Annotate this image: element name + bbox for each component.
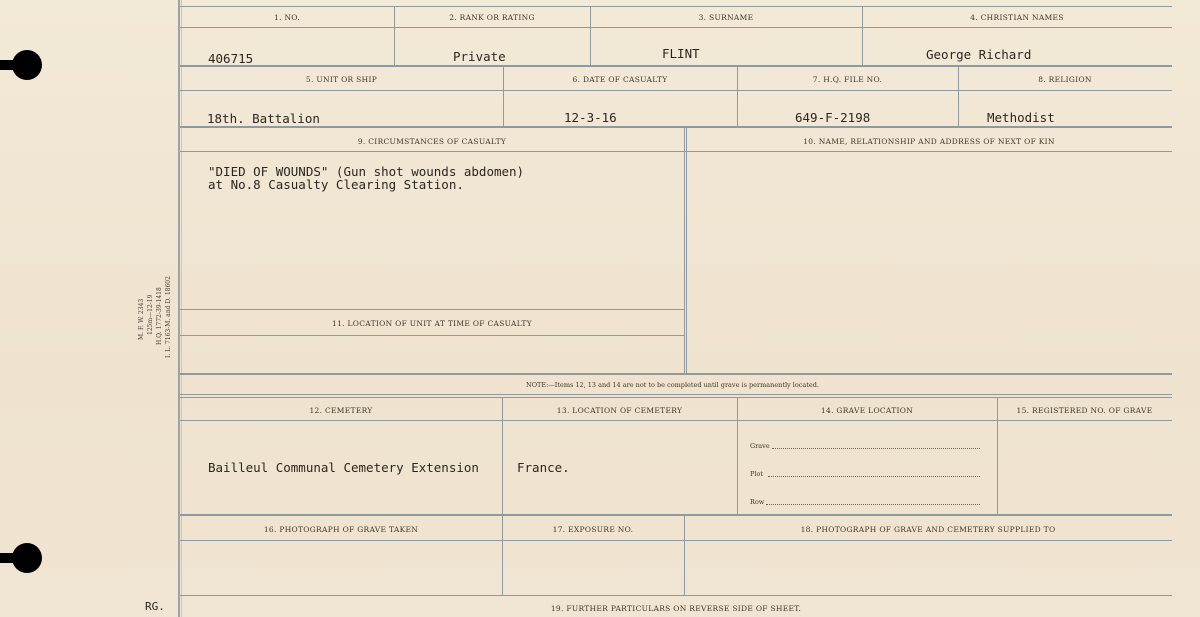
header-photo-supplied: 18. PHOTOGRAPH OF GRAVE AND CEMETERY SUPPLIED TO — [800, 525, 1056, 534]
print-code-3: H.Q. 1772-39-1418 — [156, 287, 163, 345]
plot-label: Plot — [750, 470, 763, 478]
corner-mark: RG. — [145, 600, 165, 613]
header-further-particulars: 19. FURTHER PARTICULARS ON REVERSE SIDE OF SHEET. — [550, 604, 802, 613]
header-grave-location: 14. GRAVE LOCATION — [820, 406, 914, 415]
rule — [180, 65, 1172, 67]
circumstances-line-2: at No.8 Casualty Clearing Station. — [208, 177, 464, 192]
header-christian-names: 4. CHRISTIAN NAMES — [970, 13, 1064, 22]
christian-names-value: George Richard — [926, 47, 1032, 62]
header-number: 1. NO. — [274, 13, 300, 22]
cemetery-location-value: France. — [517, 460, 570, 475]
row-dotted-line — [766, 504, 980, 505]
header-unit-location: 11. LOCATION OF UNIT AT TIME OF CASUALTY — [332, 319, 532, 328]
rule — [180, 27, 1172, 28]
divider — [686, 128, 687, 373]
note-text: NOTE:—Items 12, 13 and 14 are not to be completed until grave is permanently located. — [526, 381, 819, 389]
service-number: 406715 — [208, 51, 254, 66]
divider — [684, 128, 685, 373]
grave-label: Grave — [750, 442, 770, 450]
header-registered-no: 15. REGISTERED NO. OF GRAVE — [1016, 406, 1153, 415]
header-surname: 3. SURNAME — [698, 13, 754, 22]
header-date: 6. DATE OF CASUALTY — [572, 75, 668, 84]
rule — [180, 151, 1172, 152]
grave-dotted-line — [772, 448, 980, 449]
rule — [180, 90, 1172, 91]
print-code-2: 125m—12-19 — [147, 294, 154, 335]
header-religion: 8. RELIGION — [1038, 75, 1092, 84]
header-next-of-kin: 10. NAME, RELATIONSHIP AND ADDRESS OF NEXT OF KIN — [803, 137, 1055, 146]
rule — [180, 6, 1172, 7]
punch-hole-top-tab — [0, 60, 20, 70]
rule — [180, 309, 684, 310]
plot-dotted-line — [768, 476, 980, 477]
print-code-1: M. F. W. 2343 — [138, 298, 145, 340]
punch-hole-bottom-tab — [0, 553, 20, 563]
header-photo-taken: 16. PHOTOGRAPH OF GRAVE TAKEN — [263, 525, 419, 534]
header-circumstances: 9. CIRCUMSTANCES OF CASUALTY — [357, 137, 507, 146]
rule — [180, 595, 1172, 596]
header-unit: 5. UNIT OR SHIP — [305, 75, 378, 84]
rule — [180, 126, 1172, 128]
rule — [180, 397, 1172, 398]
rule — [180, 540, 1172, 541]
unit-value: 18th. Battalion — [207, 111, 320, 126]
rule — [180, 335, 684, 336]
header-exposure-no: 17. EXPOSURE NO. — [552, 525, 634, 534]
header-rank: 2. RANK OR RATING — [449, 13, 535, 22]
header-cemetery-location: 13. LOCATION OF CEMETERY — [556, 406, 683, 415]
row-label: Row — [750, 498, 765, 506]
circumstances-line-1: "DIED OF WOUNDS" (Gun shot wounds abdomen) — [208, 164, 525, 179]
rule — [180, 373, 1172, 375]
file-no-value: 649-F-2198 — [795, 110, 871, 125]
rule — [180, 514, 1172, 516]
surname-value: FLINT — [662, 46, 700, 61]
date-value: 12-3-16 — [564, 110, 617, 125]
header-cemetery: 12. CEMETERY — [309, 406, 373, 415]
rank-value: Private — [453, 49, 506, 64]
religion-value: Methodist — [987, 110, 1055, 125]
rule — [180, 420, 1172, 421]
cemetery-value: Bailleul Communal Cemetery Extension — [208, 460, 479, 475]
rule — [180, 394, 1172, 395]
header-file-no: 7. H.Q. FILE NO. — [812, 75, 883, 84]
print-code-4: I. L. 7163-M. and D. 18602 — [165, 276, 172, 358]
